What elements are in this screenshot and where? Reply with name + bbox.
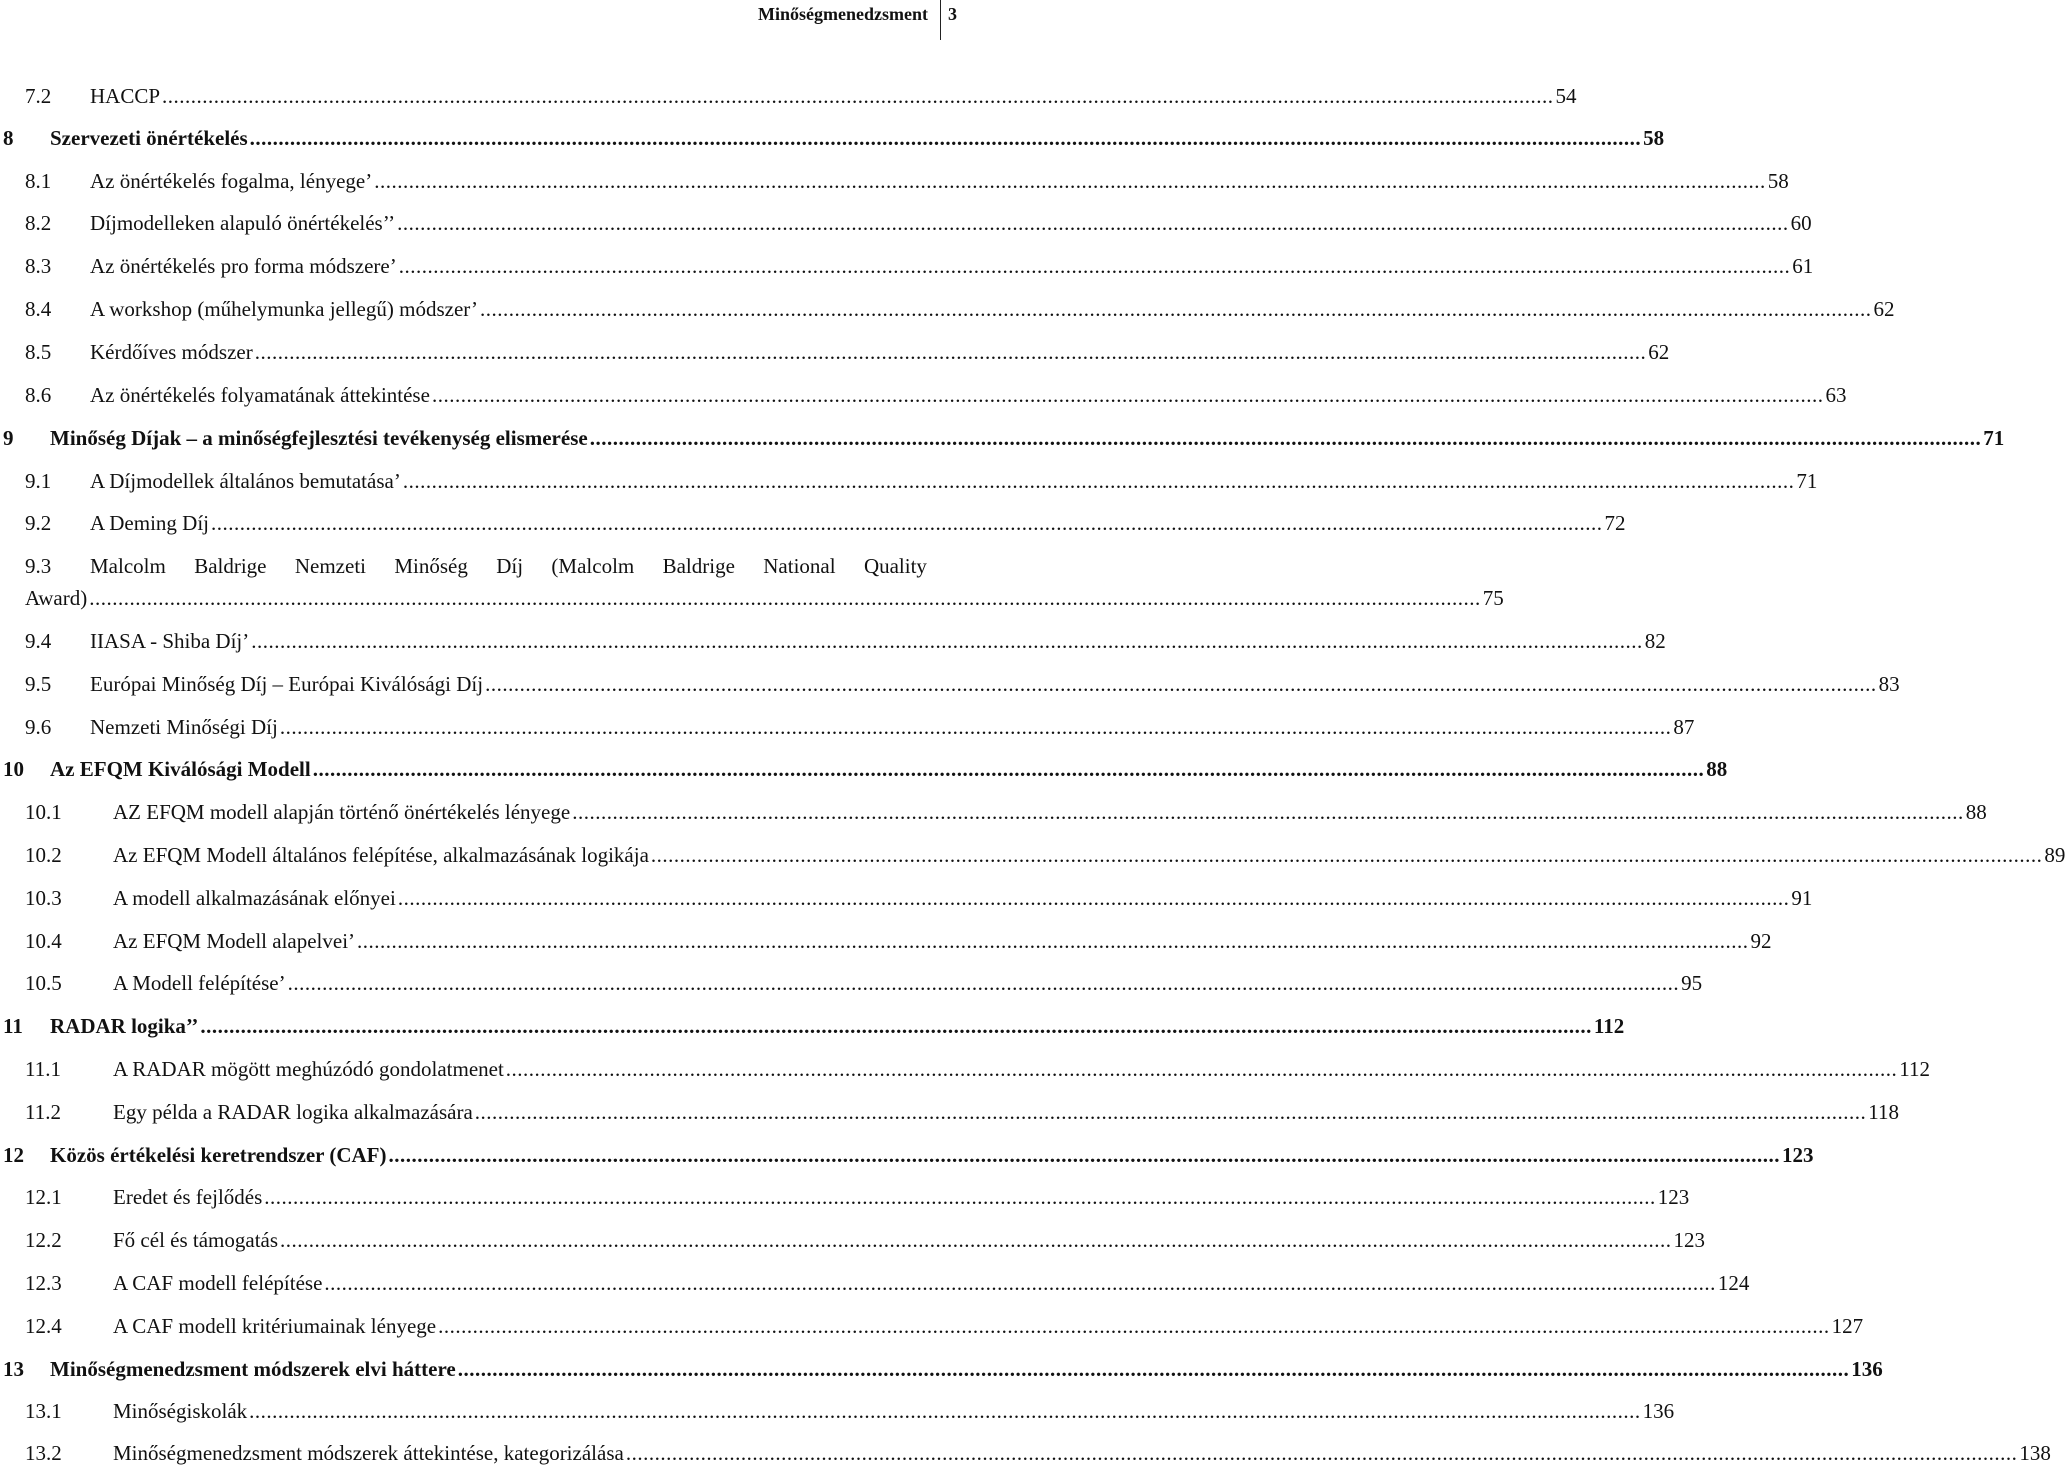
dot-leader: .................................................................................................................................................................................................................................................. xyxy=(264,1185,1656,1209)
toc-entry-8[interactable] xyxy=(0,123,1665,153)
title-word: Minőség xyxy=(394,554,468,578)
dot-leader: .................................................................................................................................................................................................................................................. xyxy=(505,1057,1898,1081)
toc-entry-10[interactable] xyxy=(0,754,1728,784)
toc-entry-title: Minőség Díjak – a minőségfejlesztési tevékenység elismerése xyxy=(50,423,590,453)
toc-entry-page: 58 xyxy=(1641,123,1664,153)
toc-entry-9-6[interactable] xyxy=(0,712,1695,742)
toc-entry-title: RADAR logika’’ xyxy=(50,1011,200,1041)
toc-entry-10-2[interactable] xyxy=(0,840,2065,870)
toc-entry-11-1[interactable] xyxy=(0,1054,1931,1084)
title-word: Baldrige xyxy=(662,554,735,578)
toc-entry-number: 9 xyxy=(3,426,14,450)
toc-entry-number: 10.2 xyxy=(25,843,62,867)
toc-entry-title: Minőségiskolák xyxy=(113,1396,249,1426)
toc-entry-title: Az önértékelés folyamatának áttekintése xyxy=(90,380,432,410)
toc-entry-title: IIASA - Shiba Díj’ xyxy=(90,626,251,656)
dot-leader: .................................................................................................................................................................................................................................................. xyxy=(625,1441,2018,1465)
toc-entry-number: 11 xyxy=(3,1014,23,1038)
toc-entry-number: 8 xyxy=(3,126,14,150)
title-word: National xyxy=(763,554,836,578)
toc-entry-title: Szervezeti önértékelés xyxy=(50,123,250,153)
title-word: Quality xyxy=(863,554,927,578)
dot-leader: .................................................................................................................................................................................................................................................. xyxy=(397,886,1790,910)
toc-entry-title: Fő cél és támogatás xyxy=(113,1225,280,1255)
toc-entry-number: 8.6 xyxy=(25,383,52,407)
toc-entry-title: Az önértékelés pro forma módszere’ xyxy=(90,251,399,281)
toc-entry-number: 9.4 xyxy=(25,629,52,653)
toc-entry-page: 58 xyxy=(1766,166,1789,196)
dot-leader: .................................................................................................................................................................................................................................................. xyxy=(388,1143,1780,1167)
toc-entry-8-5[interactable] xyxy=(0,337,1670,367)
toc-entry-10-3[interactable] xyxy=(0,883,1813,913)
dot-leader: .................................................................................................................................................................................................................................................. xyxy=(312,757,1705,781)
toc-entry-title: A workshop (műhelymunka jellegű) módszer’ xyxy=(90,294,480,324)
header-page-number: 3 xyxy=(948,4,957,24)
toc-entry-number: 7.2 xyxy=(25,84,52,108)
toc-entry-title: Az önértékelés fogalma, lényege’ xyxy=(90,166,374,196)
toc-entry-title: A Deming Díj xyxy=(90,508,211,538)
toc-entry-title: Közös értékelési keretrendszer (CAF) xyxy=(50,1140,388,1170)
toc-entry-number: 8.2 xyxy=(25,211,52,235)
toc-entry-number: 9.6 xyxy=(25,715,52,739)
toc-entry-9-4[interactable] xyxy=(0,626,1666,656)
toc-entry-page: 88 xyxy=(1964,797,1987,827)
toc-entry-11-2[interactable] xyxy=(0,1097,1900,1127)
toc-entry-number: 8.4 xyxy=(25,297,52,321)
toc-entry-page: 89 xyxy=(2042,840,2065,870)
toc-entry-page: 112 xyxy=(1897,1054,1930,1084)
toc-entry-13-1[interactable] xyxy=(0,1396,1675,1426)
toc-entry-page: 60 xyxy=(1789,208,1812,238)
toc-entry-number: 10 xyxy=(3,757,24,781)
toc-entry-12-2[interactable] xyxy=(0,1225,1706,1255)
toc-entry-12-1[interactable] xyxy=(0,1182,1690,1212)
toc-entry-title: Díjmodelleken alapuló önértékelés’’ xyxy=(90,208,397,238)
toc-entry-title: Európai Minőség Díj – Európai Kiválósági Díj xyxy=(90,669,485,699)
toc-entry-page: 91 xyxy=(1789,883,1812,913)
dot-leader: .................................................................................................................................................................................................................................................. xyxy=(280,1228,1672,1252)
toc-entry-9-3[interactable] xyxy=(0,551,1504,617)
toc-entry-page: 71 xyxy=(1794,466,1817,496)
toc-entry-number: 8.1 xyxy=(25,169,52,193)
toc-entry-page: 112 xyxy=(1592,1011,1624,1041)
title-word: Malcolm xyxy=(90,554,166,578)
dot-leader: .................................................................................................................................................................................................................................................. xyxy=(279,715,1672,739)
toc-entry-number: 13.1 xyxy=(25,1399,62,1423)
dot-leader: .................................................................................................................................................................................................................................................. xyxy=(324,1271,1716,1295)
dot-leader: .................................................................................................................................................................................................................................................. xyxy=(650,843,2043,867)
dot-leader: .................................................................................................................................................................................................................................................. xyxy=(211,511,1603,535)
toc-entry-title: HACCP xyxy=(90,81,162,111)
toc-entry-page: 123 xyxy=(1672,1225,1706,1255)
toc-entry-title: A RADAR mögött meghúzódó gondolatmenet xyxy=(113,1054,506,1084)
dot-leader: .................................................................................................................................................................................................................................................. xyxy=(438,1314,1830,1338)
toc-entry-page: 62 xyxy=(1872,294,1895,324)
toc-entry-page: 71 xyxy=(1981,423,2004,453)
toc-entry-number: 12 xyxy=(3,1143,24,1167)
dot-leader: .................................................................................................................................................................................................................................................. xyxy=(589,426,1982,450)
toc-entry-8-3[interactable] xyxy=(0,251,1814,281)
toc-entry-9[interactable] xyxy=(0,423,2005,453)
title-word: Díj xyxy=(496,554,524,578)
toc-entry-page: 62 xyxy=(1646,337,1669,367)
toc-entry-number: 8.5 xyxy=(25,340,52,364)
toc-entry-12-3[interactable] xyxy=(0,1268,1750,1298)
toc-entry-title: Egy példa a RADAR logika alkalmazására xyxy=(113,1097,475,1127)
dot-leader: .................................................................................................................................................................................................................................................. xyxy=(485,672,1877,696)
toc-entry-8-1[interactable] xyxy=(0,166,1789,196)
toc-entry-page: 136 xyxy=(1641,1396,1675,1426)
dot-leader: .................................................................................................................................................................................................................................................. xyxy=(251,629,1643,653)
toc-entry-number: 8.3 xyxy=(25,254,52,278)
dot-leader: .................................................................................................................................................................................................................................................. xyxy=(249,1399,1641,1423)
toc-entry-9-2[interactable] xyxy=(0,508,1626,538)
toc-entry-number: 11.1 xyxy=(25,1057,61,1081)
toc-entry-title: A Modell felépítése’ xyxy=(113,968,288,998)
toc-entry-number: 10.5 xyxy=(25,971,62,995)
toc-entry-number: 12.2 xyxy=(25,1228,62,1252)
dot-leader: .................................................................................................................................................................................................................................................. xyxy=(572,800,1964,824)
toc-entry-number: 12.3 xyxy=(25,1271,62,1295)
title-word: (Malcolm xyxy=(551,554,635,578)
toc-entry-page: 123 xyxy=(1656,1182,1690,1212)
toc-entry-8-4[interactable] xyxy=(0,294,1895,324)
toc-entry-number: 12.1 xyxy=(25,1185,62,1209)
dot-leader: .................................................................................................................................................................................................................................................. xyxy=(287,971,1680,995)
dot-leader: .................................................................................................................................................................................................................................................. xyxy=(402,469,1795,493)
toc-entry-title: Kérdőíves módszer xyxy=(90,337,255,367)
toc-entry-number: 10.1 xyxy=(25,800,62,824)
toc-entry-page: 124 xyxy=(1716,1268,1750,1298)
toc-entry-12-4[interactable] xyxy=(0,1311,1864,1341)
toc-entry-page: 136 xyxy=(1849,1354,1883,1384)
toc-entry-8-2[interactable] xyxy=(0,208,1812,238)
dot-leader: .................................................................................................................................................................................................................................................. xyxy=(357,929,1749,953)
toc-entry-11[interactable] xyxy=(0,1011,1625,1041)
toc-entry-title-line2: Award) xyxy=(25,583,89,613)
title-word: Nemzeti xyxy=(294,554,366,578)
toc-entry-title: Eredet és fejlődés xyxy=(113,1182,264,1212)
toc-entry-number: 12.4 xyxy=(25,1314,62,1338)
toc-entry-number: 9.2 xyxy=(25,511,52,535)
toc-entry-page: 61 xyxy=(1790,251,1813,281)
dot-leader: .................................................................................................................................................................................................................................................. xyxy=(162,84,1554,108)
toc-entry-page: 83 xyxy=(1877,669,1900,699)
toc-entry-8-6[interactable] xyxy=(0,380,1847,410)
toc-entry-page: 88 xyxy=(1704,754,1727,784)
toc-entry-number: 9.3 xyxy=(25,554,52,578)
dot-leader: .................................................................................................................................................................................................................................................. xyxy=(431,383,1824,407)
toc-entry-title-line1 xyxy=(90,551,927,581)
toc-entry-page: 123 xyxy=(1780,1140,1814,1170)
toc-entry-page: 87 xyxy=(1671,712,1694,742)
toc-entry-12[interactable] xyxy=(0,1140,1814,1170)
dot-leader: .................................................................................................................................................................................................................................................. xyxy=(249,126,1642,150)
toc-entry-number: 10.4 xyxy=(25,929,62,953)
toc-entry-10-1[interactable] xyxy=(0,797,1987,827)
toc-entry-page: 127 xyxy=(1830,1311,1864,1341)
toc-entry-number: 11.2 xyxy=(25,1100,61,1124)
toc-entry-title: A CAF modell felépítése xyxy=(113,1268,324,1298)
toc-entry-page: 72 xyxy=(1603,508,1626,538)
header-title: Minőségmenedzsment xyxy=(758,4,928,24)
toc-entry-title: A Díjmodellek általános bemutatása’ xyxy=(90,466,403,496)
toc-entry-number: 9.1 xyxy=(25,469,52,493)
toc-entry-page: 63 xyxy=(1823,380,1846,410)
dot-leader: .................................................................................................................................................................................................................................................. xyxy=(200,1014,1592,1038)
dot-leader: .................................................................................................................................................................................................................................................. xyxy=(474,1100,1867,1124)
toc-entry-13-2[interactable] xyxy=(0,1438,2051,1468)
toc-entry-page: 54 xyxy=(1554,81,1577,111)
toc-entry-page: 92 xyxy=(1749,926,1772,956)
dot-leader: .................................................................................................................................................................................................................................................. xyxy=(480,297,1872,321)
dot-leader: .................................................................................................................................................................................................................................................. xyxy=(397,211,1789,235)
toc-entry-10-5[interactable] xyxy=(0,968,1703,998)
toc-entry-title: Minőségmenedzsment módszerek elvi háttere xyxy=(50,1354,458,1384)
toc-entry-number: 9.5 xyxy=(25,672,52,696)
toc-entry-13[interactable] xyxy=(0,1354,1883,1384)
toc-entry-10-4[interactable] xyxy=(0,926,1772,956)
toc-entry-title: A CAF modell kritériumainak lényege xyxy=(113,1311,438,1341)
dot-leader: .................................................................................................................................................................................................................................................. xyxy=(254,340,1647,364)
dot-leader: .................................................................................................................................................................................................................................................. xyxy=(398,254,1791,278)
toc-entry-page: 118 xyxy=(1866,1097,1899,1127)
toc-entry-page: 95 xyxy=(1679,968,1702,998)
dot-leader: .................................................................................................................................................................................................................................................. xyxy=(374,169,1766,193)
toc-entry-title: Az EFQM Kiválósági Modell xyxy=(50,754,313,784)
dot-leader: .................................................................................................................................................................................................................................................. xyxy=(89,586,1481,610)
toc-entry-page: 82 xyxy=(1643,626,1666,656)
toc-entry-title: Minőségmenedzsment módszerek áttekintése, kategorizálása xyxy=(113,1438,626,1468)
toc-entry-9-5[interactable] xyxy=(0,669,1900,699)
toc-entry-number: 13.2 xyxy=(25,1441,62,1465)
toc-entry-title: Nemzeti Minőségi Díj xyxy=(90,712,280,742)
dot-leader: .................................................................................................................................................................................................................................................. xyxy=(457,1357,1850,1381)
toc-entry-title: Az EFQM Modell alapelvei’ xyxy=(113,926,357,956)
title-word: Baldrige xyxy=(194,554,267,578)
toc-entry-page: 75 xyxy=(1481,583,1504,613)
toc-entry-number: 10.3 xyxy=(25,886,62,910)
toc-entry-9-1[interactable] xyxy=(0,466,1818,496)
toc-entry-title: AZ EFQM modell alapján történő önértékelés lényege xyxy=(113,797,572,827)
toc-entry-title: A modell alkalmazásának előnyei xyxy=(113,883,398,913)
toc-entry-title: Az EFQM Modell általános felépítése, alkalmazásának logikája xyxy=(113,840,651,870)
toc-entry-page: 138 xyxy=(2017,1438,2051,1468)
toc-entry-7-2[interactable] xyxy=(0,81,1577,111)
toc-entry-number: 13 xyxy=(3,1357,24,1381)
